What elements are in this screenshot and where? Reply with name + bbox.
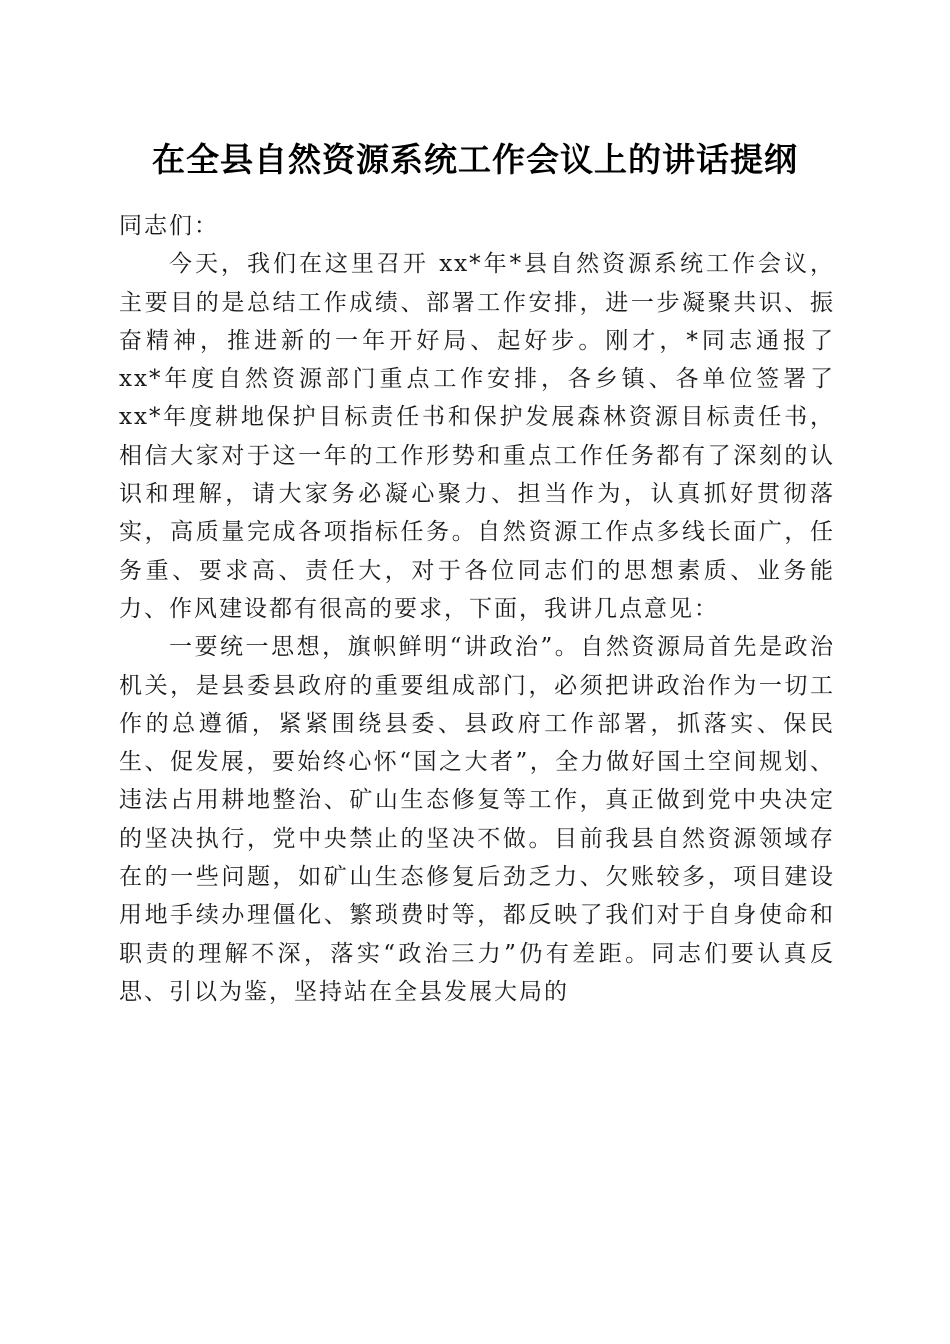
document-body: [119, 207, 835, 1011]
document-title: 在全县自然资源系统工作会议上的讲话提纲: [152, 140, 798, 179]
salutation: 同志们：: [119, 213, 219, 239]
paragraph-opening: 今天，我们在这里召开 xx*年*县自然资源系统工作会议，主要目的是总结工作成绩、部署工作安排，进一步凝聚共识、振奋精神，推进新的一年开好局、起好步。刚才，*同志通报了 xx*年度自然资源部门重点工作安排，各乡镇、各单位签署了 xx*年度耕地保护目标责任书和保护发展森林资源目标责任书，相信大家对于这一年的工作形势和重点工作任务都有了深刻的认识和理解，请大家务必凝心聚力、担当作为，认真抓好贯彻落实，高质量完成各项指标任务。自然资源工作点多线长面广，任务重、要求高、责任大，对于各位同志们的思想素质、业务能力、作风建设都有很高的要求，下面，我讲几点意见：: [119, 251, 835, 622]
paragraph-politics: 一要统一思想，旗帜鲜明“讲政治”。自然资源局首先是政治机关，是县委县政府的重要组成部门，必须把讲政治作为一切工作的总遵循，紧紧围绕县委、县政府工作部署，抓落实、保民生、促发展，要始终心怀“国之大者”，全力做好国土空间规划、违法占用耕地整治、矿山生态修复等工作，真正做到党中央决定的坚决执行，党中央禁止的坚决不做。目前我县自然资源领域存在的一些问题，如矿山生态修复后劲乏力、欠账较多，项目建设用地手续办理僵化、繁琐费时等，都反映了我们对于自身使命和职责的理解不深，落实“政治三力”仍有差距。同志们要认真反思、引以为鉴，坚持站在全县发展大局的: [119, 634, 835, 1005]
